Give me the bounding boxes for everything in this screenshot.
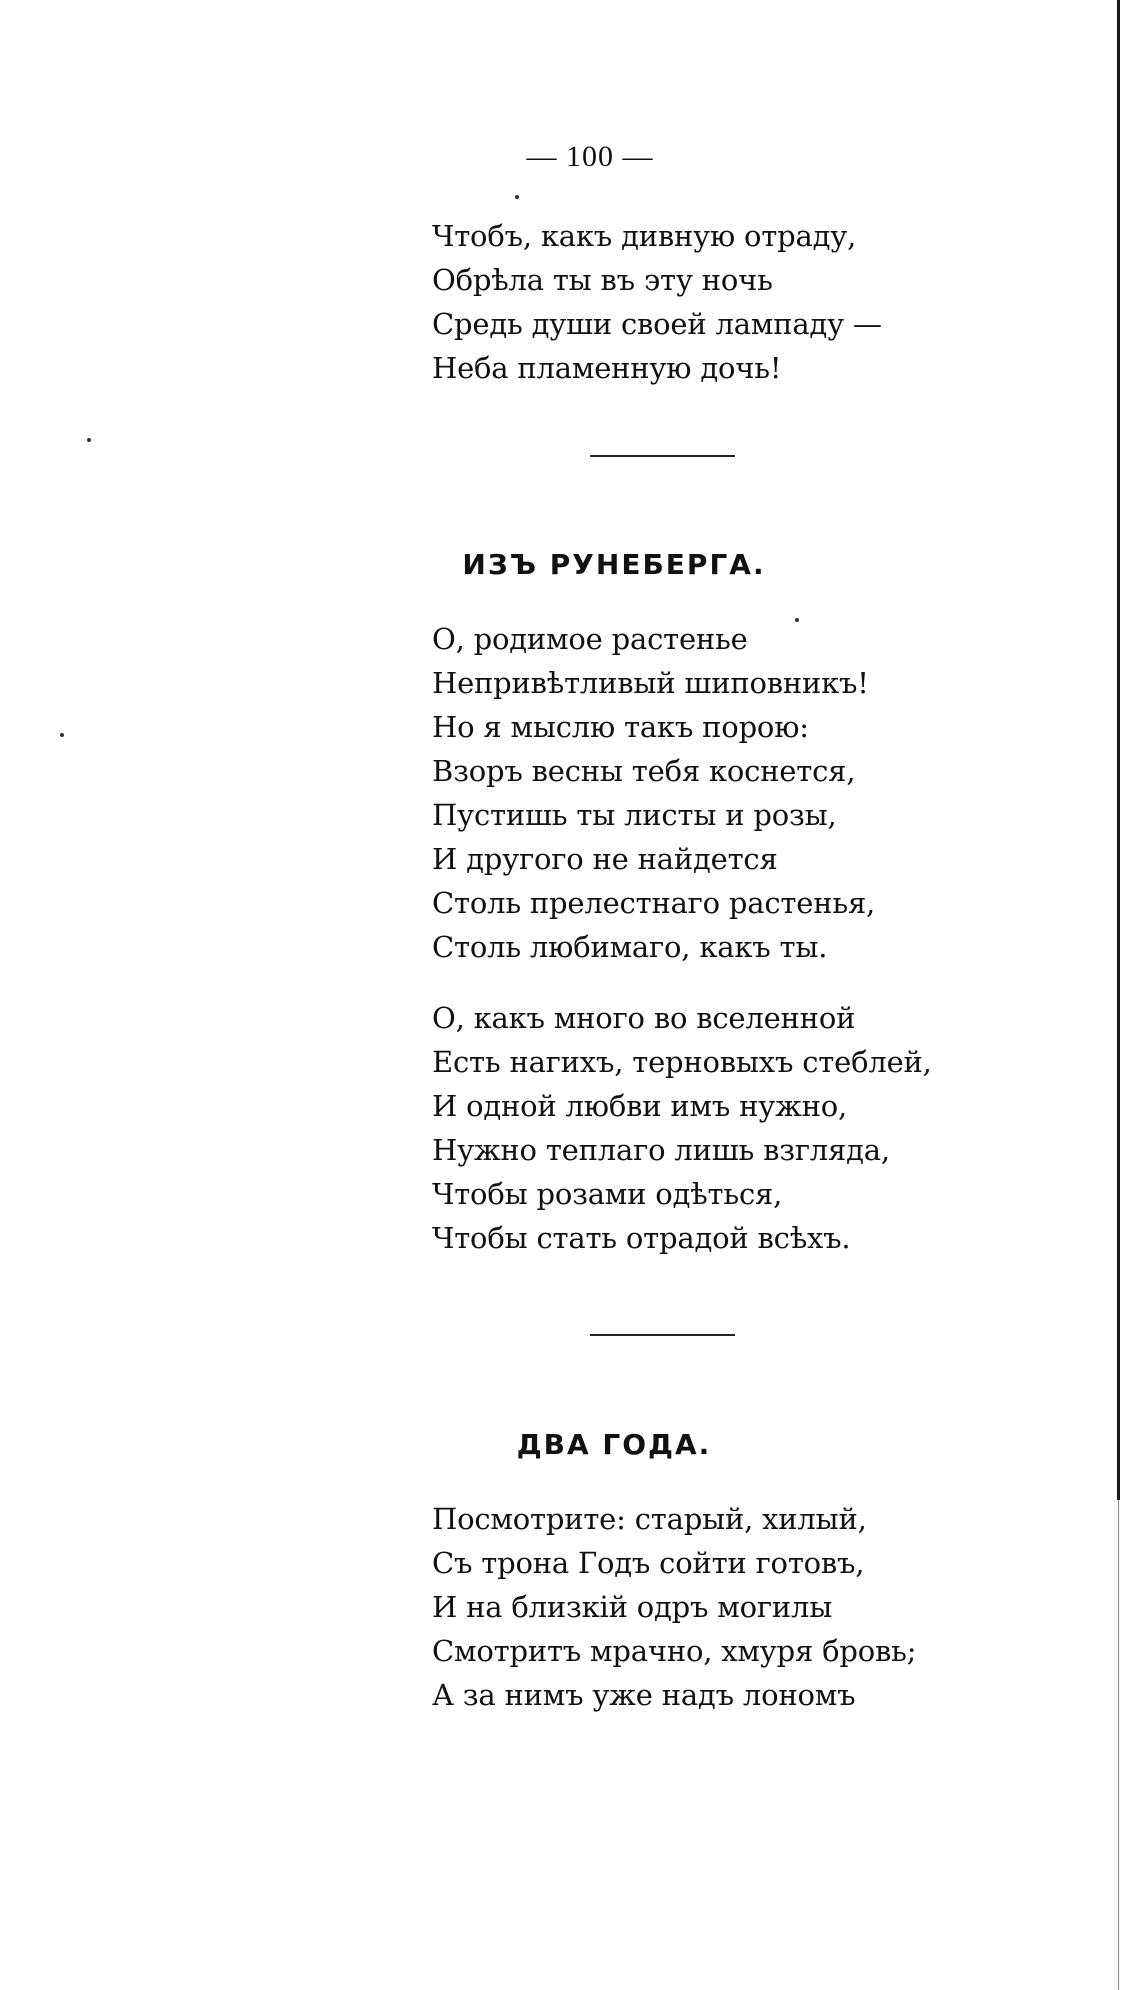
section-divider bbox=[590, 455, 735, 457]
poem-stanza bbox=[432, 1497, 916, 1717]
verse-line: Взоръ весны тебя коснется, bbox=[432, 754, 856, 788]
page-number: — 100 — bbox=[526, 140, 654, 173]
page-edge-line bbox=[1117, 0, 1120, 1500]
print-speck bbox=[515, 195, 519, 199]
verse-line: Столь любимаго, какъ ты. bbox=[432, 930, 828, 964]
verse-line: И другого не найдется bbox=[432, 842, 778, 876]
print-speck bbox=[60, 733, 64, 737]
poem-stanza bbox=[432, 214, 882, 390]
section-divider bbox=[590, 1334, 735, 1336]
verse-line: О, родимое растенье bbox=[432, 622, 748, 656]
verse-line: Чтобы розами одѣться, bbox=[432, 1177, 783, 1211]
verse-line: Неба пламенную дочь! bbox=[432, 351, 782, 385]
print-speck bbox=[87, 438, 91, 442]
verse-line: И на близкій одръ могилы bbox=[432, 1590, 833, 1624]
verse-line: Непривѣтливый шиповникъ! bbox=[432, 666, 869, 700]
verse-line: Нужно теплаго лишь взгляда, bbox=[432, 1133, 890, 1167]
poem-stanza bbox=[432, 996, 932, 1260]
verse-line: Обрѣла ты въ эту ночь bbox=[432, 263, 773, 297]
verse-line: Чтобы стать отрадой всѣхъ. bbox=[432, 1221, 851, 1255]
verse-line: Смотритъ мрачно, хмуря бровь; bbox=[432, 1634, 917, 1668]
verse-line: И одной любви имъ нужно, bbox=[432, 1089, 847, 1123]
verse-line: Средь души своей лампаду — bbox=[432, 307, 882, 341]
verse-line: О, какъ много во вселенной bbox=[432, 1001, 856, 1035]
poem-title: ДВА ГОДА. bbox=[516, 1428, 712, 1461]
poem-stanza bbox=[432, 617, 875, 969]
verse-line: Пустишь ты листы и розы, bbox=[432, 798, 837, 832]
verse-line: Столь прелестнаго растенья, bbox=[432, 886, 876, 920]
verse-line: А за нимъ уже надъ лономъ bbox=[432, 1678, 856, 1712]
page-edge-line-lower bbox=[1118, 1500, 1119, 1990]
verse-line: Съ трона Годъ сойти готовъ, bbox=[432, 1546, 865, 1580]
verse-line: Есть нагихъ, терновыхъ стеблей, bbox=[432, 1045, 932, 1079]
verse-line: Чтобъ, какъ дивную отраду, bbox=[432, 219, 857, 253]
verse-line: Но я мыслю такъ порою: bbox=[432, 710, 809, 744]
poem-title: ИЗЪ РУНЕБЕРГА. bbox=[462, 548, 766, 581]
verse-line: Посмотрите: старый, хилый, bbox=[432, 1502, 867, 1536]
